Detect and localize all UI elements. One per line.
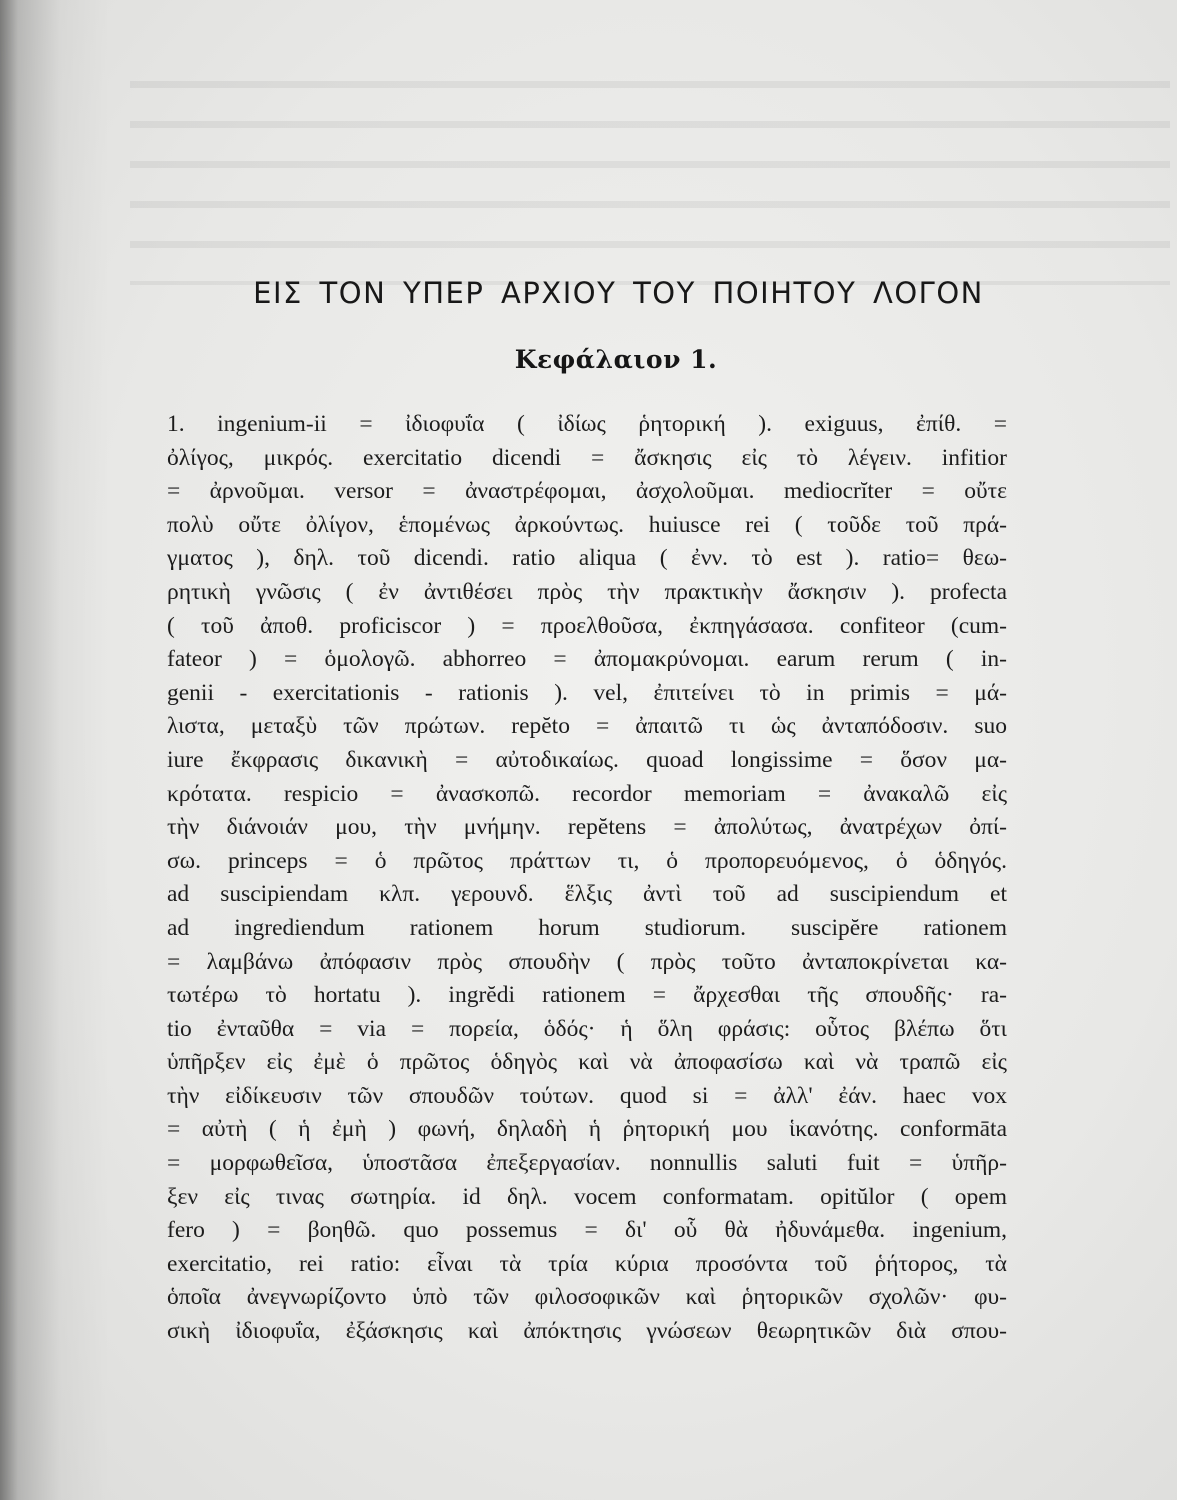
text-line: ρητικὴ γνῶσις ( ἐν ἀντιθέσει πρὸς τὴν πρακτικὴν ἄσκησιν ). profecta — [167, 578, 1007, 605]
text-line: ξεν εἰς τινας σωτηρία. id δηλ. vocem conformatam. opitŭlor ( opem — [167, 1183, 1007, 1210]
text-line: exercitatio, rei ratio: εἶναι τὰ τρία κύρια προσόντα τοῦ ῥήτορος, τὰ — [167, 1250, 1007, 1277]
text-line: κρότατα. respicio = ἀνασκοπῶ. recordor memoriam = ἀνακαλῶ εἰς — [167, 780, 1007, 807]
text-line: fero ) = βοηθῶ. quo possemus = δι' οὗ θὰ ἠδυνάμεθα. ingenium, — [167, 1217, 1007, 1244]
text-line: = αὐτὴ ( ἡ ἐμὴ ) φωνή, δηλαδὴ ἡ ῥητορική μου ἱκανότης. conformāta — [167, 1116, 1007, 1143]
text-line: σω. princeps = ὁ πρῶτος πράττων τι, ὁ προπορευόμενος, ὁ ὁδηγός. — [167, 847, 1007, 874]
text-line: 1. ingenium-ii = ἰδιοφυΐα ( ἰδίως ῥητορική ). exiguus, ἐπίθ. = — [167, 411, 1007, 437]
text-line: ( τοῦ ἀποθ. proficiscor ) = προελθοῦσα, ἐκπηγάσασα. confiteor (cum- — [167, 612, 1007, 639]
text-line: ὀλίγος, μικρός. exercitatio dicendi = ἄσκησις εἰς τὸ λέγειν. infitior — [167, 444, 1007, 471]
text-line: πολὺ οὔτε ὀλίγον, ἑπομένως ἀρκούντως. huiusce rei ( τοῦδε τοῦ πρά- — [167, 511, 1007, 538]
text-line: tio ἐνταῦθα = via = πορεία, ὁδός· ἡ ὅλη φράσις: οὗτος βλέπω ὅτι — [167, 1015, 1007, 1042]
text-line: σικὴ ἰδιοφυΐα, ἐξάσκησις καὶ ἀπόκτησις γνώσεων θεωρητικῶν διὰ σπου- — [167, 1318, 1007, 1345]
chapter-heading: Κεφάλαιον 1. — [514, 345, 718, 374]
text-line: τωτέρω τὸ hortatu ). ingrĕdi rationem = ἄρχεσθαι τῆς σπουδῆς· ra- — [167, 982, 1007, 1009]
text-line: λιστα, μεταξὺ τῶν πρώτων. repĕto = ἀπαιτῶ τι ὡς ἀνταπόδοσιν. suo — [167, 713, 1007, 740]
show-through — [130, 55, 1170, 285]
text-line: ὑπῆρξεν εἰς ἐμὲ ὁ πρῶτος ὁδηγὸς καὶ νὰ ἀποφασίσω καὶ νὰ τραπῶ εἰς — [167, 1049, 1007, 1076]
text-line: genii - exercitationis - rationis ). vel, ἐπιτείνει τὸ in primis = μά- — [167, 679, 1007, 706]
text-line: ad ingrediendum rationem horum studiorum. suscipĕre rationem — [167, 914, 1007, 941]
text-line: γματος ), δηλ. τοῦ dicendi. ratio aliqua ( ἐνν. τὸ est ). ratio= θεω- — [167, 545, 1007, 572]
text-line: = ἀρνοῦμαι. versor = ἀναστρέφομαι, ἀσχολοῦμαι. mediocrĭter = οὔτε — [167, 478, 1007, 505]
text-line: fateor ) = ὁμολογῶ. abhorreo = ἀπομακρύνομαι. earum rerum ( in- — [167, 646, 1007, 673]
text-line: iure ἔκφρασις δικανικὴ = αὐτοδικαίως. quoad longissime = ὅσον μα- — [167, 746, 1007, 773]
text-line: τὴν εἰδίκευσιν τῶν σπουδῶν τούτων. quod si = ἀλλ' ἐάν. haec vox — [167, 1082, 1007, 1109]
commentary-text — [167, 408, 1007, 1349]
binding-shadow — [0, 0, 110, 1500]
page-title: ΕΙΣ ΤΟΝ ΥΠΕΡ ΑΡΧΙΟΥ ΤΟΥ ΠΟΙΗΤΟΥ ΛΟΓΟΝ — [253, 276, 984, 310]
text-line: = λαμβάνω ἀπόφασιν πρὸς σπουδὴν ( πρὸς τοῦτο ἀνταποκρίνεται κα- — [167, 948, 1007, 975]
text-line: τὴν διάνοιάν μου, τὴν μνήμην. repĕtens = ἀπολύτως, ἀνατρέχων ὀπί- — [167, 814, 1007, 841]
text-line: ad suscipiendam κλπ. γερουνδ. ἕλξις ἀντὶ τοῦ ad suscipiendum et — [167, 881, 1007, 908]
text-line: ὁποῖα ἀνεγνωρίζοντο ὑπὸ τῶν φιλοσοφικῶν καὶ ῥητορικῶν σχολῶν· φυ- — [167, 1284, 1007, 1311]
text-line: = μορφωθεῖσα, ὑποστᾶσα ἐπεξεργασίαν. nonnullis saluti fuit = ὑπῆρ- — [167, 1150, 1007, 1177]
